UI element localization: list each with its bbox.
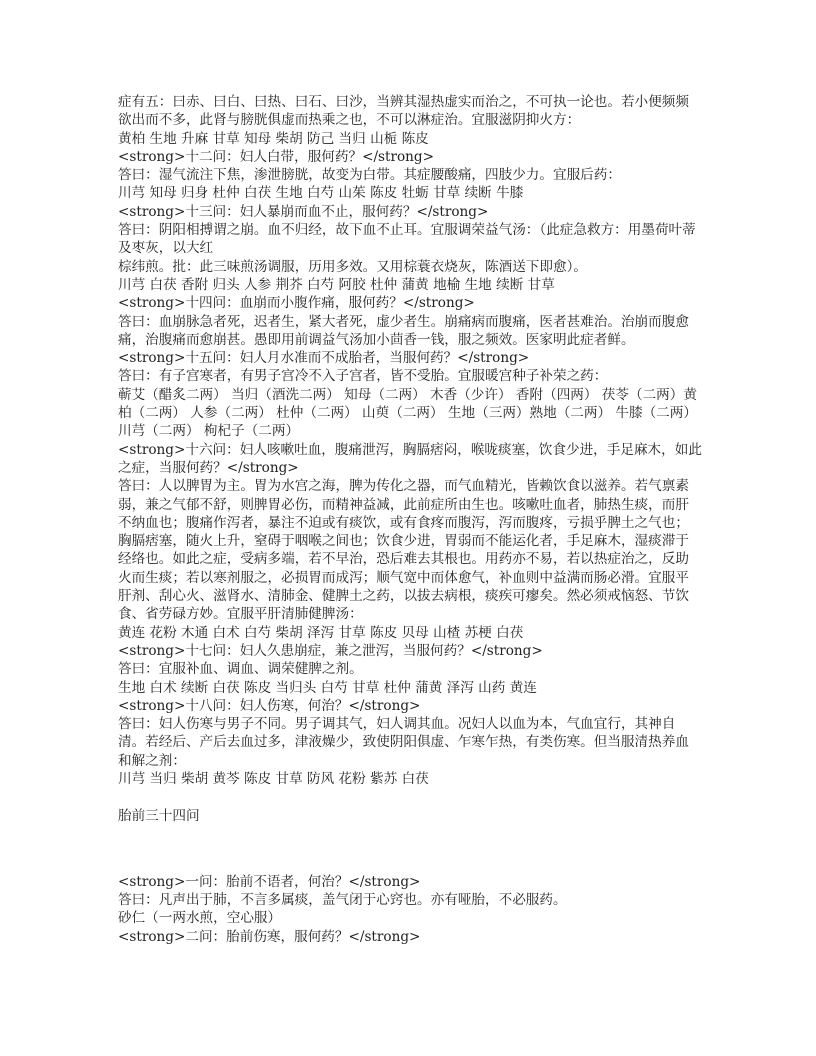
herb-list: 川芎 当归 柴胡 黄芩 陈皮 甘草 防风 花粉 紫苏 白茯 <box>118 770 429 787</box>
answer-paragraph: 答曰：血崩脉急者死，迟者生，紧大者死，虚少者生。崩痛病而腹痛，医者甚难治。治崩而腹愈痛，治腹痛而愈崩甚。愚即用前调益气汤加小茴香一钱，服之频效。医家明此症者鲜。 <box>118 313 689 348</box>
question-heading: <strong>十八问：妇人伤寒，何治？</strong> <box>118 697 421 714</box>
herb-list: 生地 白术 续断 白茯 陈皮 当归头 白芍 甘草 杜仲 蒲黄 泽泻 山药 黄连 <box>118 679 537 696</box>
section-title: 胎前三十四问 <box>118 807 200 824</box>
answer-paragraph: 答曰：人以脾胃为主。胃为水宫之海，脾为传化之器，而气血精光，皆赖饮食以滋养。若气禀素弱，兼之气郁不舒，则脾胃必伤，而精神益减，此前症所由生也。咳嗽吐血者，肺热生痰，而肝不纳血也；腹痛作泻者，暴注不迫或有痰饮，或有食疼而腹泻，泻而腹疼，亏损乎脾土之气也；胸膈痞塞，随火上升，窒碍于咽喉之间也；饮食少进，胃弱而不能运化者，手足麻木，湿痰滞于经络也。如此之症，受病多端，若不早治，恐后难去其根也。用药亦不易，若以热症治之，反助火而生痰；若以寒剂服之，必损胃而成泻；顺气宽中而体愈气，补血则中益满而肠必滑。宜服平肝剂、刮心火、滋肾水、清肺金、健脾土之药，以拔去病根，痰疾可瘳矣。然必须戒恼怒、节饮食、省劳碌方妙。宜服平肝清肺健脾汤： <box>118 478 689 623</box>
question-heading: <strong>一问：胎前不语者，何治？</strong> <box>118 873 421 890</box>
question-heading: <strong>十六问：妇人咳嗽吐血，腹痛泄泻，胸膈痞闷，喉咙痰塞，饮食少进，手足麻木，如此之症，当服何药？</strong> <box>118 441 702 476</box>
question-heading: <strong>十七问：妇人久患崩症，兼之泄泻，当服何药？</strong> <box>118 642 543 659</box>
question-heading: <strong>十五问：妇人月水准而不成胎者，当服何药？</strong> <box>118 350 530 367</box>
answer-paragraph: 答曰：阴阳相搏谓之崩。血不归经，故下血不止耳。宜服调荣益气汤：（此症急救方：用墨荷叶蒂及枣灰，以大红 <box>118 222 696 257</box>
herb-list: 砂仁（一两水煎，空心服） <box>118 910 282 927</box>
paragraph: 症有五：曰赤、曰白、曰热、曰石、曰沙，当辨其湿热虚实而治之，不可执一论也。若小便频频欲出而不多，此肾与膀胱俱虚而热乘之也，不可以淋症治。宜服滋阴抑火方： <box>118 94 689 129</box>
herb-list: 黄连 花粉 木通 白术 白芍 柴胡 泽泻 甘草 陈皮 贝母 山楂 苏梗 白茯 <box>118 624 524 641</box>
herb-list: 黄柏 生地 升麻 甘草 知母 柴胡 防己 当归 山栀 陈皮 <box>118 130 429 147</box>
herb-list: 川芎 白茯 香附 归头 人参 荆芥 白芍 阿胶 杜仲 蒲黄 地榆 生地 续断 甘草 <box>118 276 555 293</box>
answer-paragraph: 棕纬煎。批：此三味煎汤调服，历用多效。又用棕蓑衣烧灰，陈酒送下即愈）。 <box>118 258 587 275</box>
answer-paragraph: 答曰：凡声出于肺，不言多属痰，盖气闭于心窍也。亦有哑胎，不必服药。 <box>118 892 567 909</box>
question-heading: <strong>十四问：血崩而小腹作痛，服何药？</strong> <box>118 295 475 312</box>
herb-list: 川芎 知母 归身 杜仲 白茯 生地 白芍 山茱 陈皮 牡蛎 甘草 续断 牛膝 <box>118 185 524 202</box>
answer-paragraph: 答曰：宜服补血、调血、调荣健脾之剂。 <box>118 661 363 678</box>
answer-paragraph: 答曰：妇人伤寒与男子不同。男子调其气，妇人调其血。况妇人以血为本，气血宜行，其神自清。若经后、产后去血过多，津液燥少，致使阴阳俱虚、乍寒乍热，有类伤寒。但当服清热养血和解之剂： <box>118 716 689 769</box>
question-heading: <strong>十三问：妇人暴崩而血不止，服何药？</strong> <box>118 203 489 220</box>
section-gap <box>118 825 702 873</box>
question-heading: <strong>十二问：妇人白带，服何药？</strong> <box>118 148 435 165</box>
question-heading: <strong>二问：胎前伤寒，服何药？</strong> <box>118 928 421 945</box>
herb-list: 蕲艾（醋炙二两） 当归（酒洗二两） 知母（二两） 木香（少许） 香附（四两） 茯苓（二两）黄柏（二两） 人参（二两） 杜仲（二两） 山萸（二两） 生地（三两）熟地（二两） 牛膝（二两） 川芎（二两） 枸杞子（二两） <box>118 386 702 440</box>
document-page <box>118 93 702 946</box>
blank-line <box>118 788 702 806</box>
answer-paragraph: 答曰：湿气流注下焦，渗泄膀胱，故变为白带。其症腰酸痛，四肢少力。宜服后药： <box>118 167 621 184</box>
answer-paragraph: 答曰：有子宫寒者，有男子宫冷不入子宫者，皆不受胎。宜服暖宫种子补荣之药： <box>118 368 608 385</box>
